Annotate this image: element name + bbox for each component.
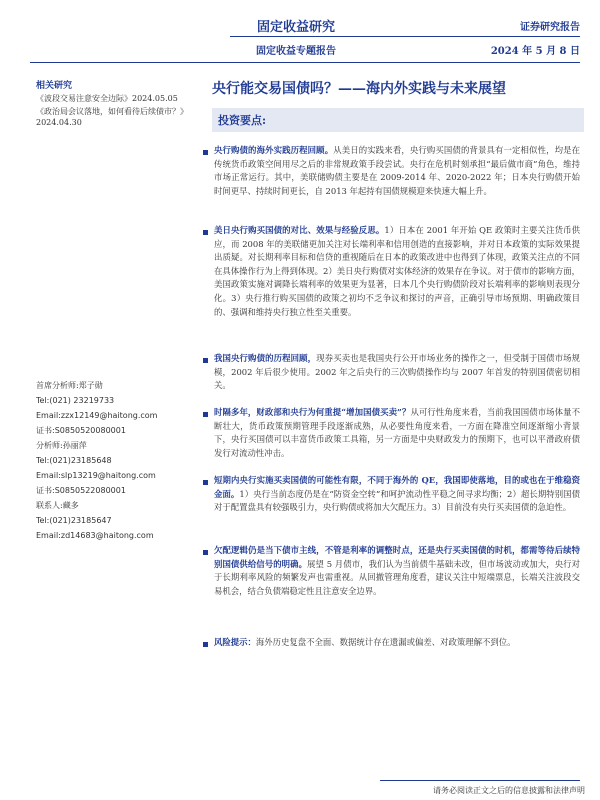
related-research-list <box>36 93 186 130</box>
analyst-tel: Tel:(021)23185648 <box>36 456 112 465</box>
analyst-cert: 证书:S0850522080001 <box>36 486 126 495</box>
key-point-lead: 欠配逻辑仍是当下债市主线，不管是利率的调整时点，还是央行买卖国债的时机，都需等待后续特别国债供给信号的明确。 <box>214 545 580 569</box>
bullet-icon <box>203 150 208 155</box>
header-divider-top <box>230 36 580 37</box>
risk-note <box>214 636 580 650</box>
analyst-cert: 证书:S0850520080001 <box>36 426 126 435</box>
footer-divider <box>380 780 580 781</box>
header-title: 固定收益研究 <box>256 20 335 35</box>
key-point-text: 展望 5 月债市，我们认为当前债牛基础未改，但市场波动或加大，央行对于长期利率风险的频繁发声也需重视。从回撤管理角度看，建议关注中短端票息，长端关注波段交易机会，结合负债端稳定性且注意安全边界。 <box>214 558 580 596</box>
header-subtitle: 固定收益专题报告 <box>256 46 336 57</box>
contact-role: 联系人:藏多 <box>36 501 79 510</box>
analyst-info <box>36 378 201 543</box>
key-point-text: 1）央行当前态度仍是在“防资金空转”和呵护流动性平稳之间寻求均衡；2）超长期特别国债对于配置盘具有较强吸引力，央行购债或将加大欠配压力。3）目前没有央行买卖国债的急迫性。 <box>214 488 581 513</box>
contact-tel: Tel:(021)23185647 <box>36 516 112 525</box>
key-point <box>214 352 580 393</box>
section-bar <box>212 108 584 132</box>
section-title: 投资要点: <box>218 114 267 127</box>
key-point-text: 从可行性角度来看，当前我国国债市场体量不断壮大，货币政策预期管理手段逐渐成熟，从必要性角度来看，一方面在降准空间逐渐缩小背景下，央行买国债可以丰富货币政策工具箱，另一方面是中央财政发力的预期下，也可以平滑政府债发行对流动性冲击。 <box>214 407 581 458</box>
analyst-email[interactable]: Email:zzx12149@haitong.com <box>36 411 158 420</box>
bullet-icon <box>203 480 208 485</box>
bullet-icon <box>203 230 208 235</box>
key-point <box>214 406 580 460</box>
header-divider <box>30 62 580 63</box>
report-date: 2024 年 5 月 8 日 <box>490 46 580 57</box>
risk-note-lead: 风险提示： <box>214 637 256 647</box>
risk-note-text: 海外历史复盘不全面、数据统计存在遗漏或偏差、对政策理解不到位。 <box>255 637 516 647</box>
key-point-lead: 短期内央行实施买卖国债的可能性有限，不同于海外的 QE，我国即使落地，目的或也在于维稳资金面。 <box>214 475 580 499</box>
key-point-lead: 央行购债的海外实践历程回顾。 <box>214 145 334 155</box>
bullet-icon <box>203 642 208 647</box>
key-point-text: 1）日本在 2001 年开始 QE 政策时主要关注货币供应，而 2008 年的美联储更加关注对长端利率和信用创造的直接影响，并对日本政策的实际效果提出质疑。对长期利率目标和信贷的重视随后在日本的政策改进中也得到了体现，政策关注点的不同在具体操作行为上得到体现。2）美日央行购债对实体经济的效果存在争议。对于债市的影响方面，美国政策实施对调降长端利率的效果更为显著，日本几个央行购债阶段对长端利率的影响则表现分化。3）央行推行购买国债的政策之初均不乏争议和探讨的声音，正确引导市场预期、明确政策目的、强调和维持央行独立性至关重要。 <box>214 225 580 317</box>
key-point <box>214 544 580 598</box>
report-title: 央行能交易国债吗？——海内外实践与未来展望 <box>212 81 506 97</box>
key-point <box>214 144 580 198</box>
related-research-title: 相关研究 <box>36 81 73 91</box>
related-item[interactable]: 《政治局会议落地，如何看待后续债市？》2024.04.30 <box>36 107 184 127</box>
contact-email[interactable]: Email:zd14683@haitong.com <box>36 531 154 540</box>
bullet-icon <box>203 358 208 363</box>
analyst-email[interactable]: Email:slp13219@haitong.com <box>36 471 156 480</box>
related-item[interactable]: 《波段交易注意安全边际》2024.05.05 <box>36 94 178 103</box>
bullet-icon <box>203 550 208 555</box>
key-point-lead: 我国央行购债的历程回顾， <box>214 353 317 363</box>
key-point-text: 现券买卖也是我国央行公开市场业务的操作之一，但受制于国债市场规模，2002 年后很少使用。2002 年之后央行的三次购债操作均与 2007 年首发的特别国债密切相关。 <box>214 353 581 391</box>
analyst-role: 首席分析师:郑子勋 <box>36 381 103 390</box>
report-type: 证券研究报告 <box>520 22 580 33</box>
bullet-icon <box>203 412 208 417</box>
key-point-lead: 美日央行购买国债的对比、效果与经验反思。 <box>214 225 385 235</box>
key-point <box>214 224 580 319</box>
key-point-text: 从美日的实践来看，央行购买国债的背景具有一定相似性，均是在传统货币政策空间用尽之后的非常规政策手段尝试。央行在危机时刻承担“最后做市商”角色，维持市场正常运行。其中，美联储购债主要是在 2009-2014 年、2020-2022 年；日本央行购债开始时间更早、持续时间更长，自 2013 年起持有国债规模迎来快速大幅上升。 <box>214 145 581 196</box>
analyst-tel: Tel:(021) 23219733 <box>36 396 115 405</box>
key-point <box>214 474 580 515</box>
key-point-lead: 时隔多年，财政部和央行为何重提“增加国债买卖”？ <box>214 407 411 417</box>
footer-disclaimer: 请务必阅读正文之后的信息披露和法律声明 <box>433 786 585 795</box>
analyst-role: 分析师:孙丽萍 <box>36 441 87 450</box>
